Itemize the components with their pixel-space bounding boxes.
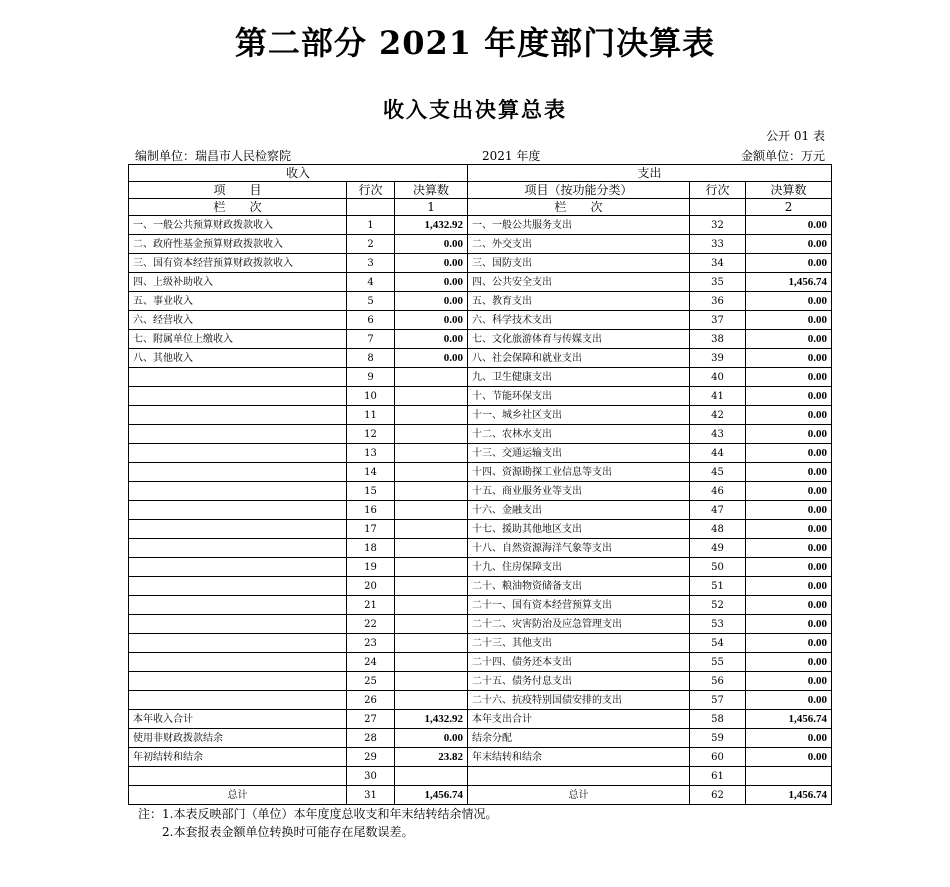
income-column-label: 栏 次 [129, 199, 347, 216]
table-row [129, 273, 832, 292]
amount-unit: 金额单位：万元 [740, 149, 825, 163]
expense-line-no: 36 [690, 292, 746, 311]
table-row [129, 558, 832, 577]
income-amount [395, 425, 468, 444]
expense-line-no: 33 [690, 235, 746, 254]
expense-line-no: 38 [690, 330, 746, 349]
income-amount [395, 767, 468, 786]
income-item-name [129, 444, 347, 463]
expense-line-no: 55 [690, 653, 746, 672]
income-item-name: 八、其他收入 [129, 349, 347, 368]
income-line-no: 26 [347, 691, 395, 710]
income-line-no: 22 [347, 615, 395, 634]
income-amount [395, 463, 468, 482]
table-row [129, 463, 832, 482]
income-amount: 1,456.74 [395, 786, 468, 805]
expense-amount: 0.00 [746, 520, 832, 539]
expense-item-name: 十九、住房保障支出 [468, 558, 690, 577]
income-amount: 0.00 [395, 729, 468, 748]
expense-item-name: 十四、资源勘探工业信息等支出 [468, 463, 690, 482]
footnote-2: 2.本套报表金额单位转换时可能存在尾数误差。 [138, 825, 414, 839]
income-amount [395, 501, 468, 520]
table-row [129, 653, 832, 672]
income-amount [395, 672, 468, 691]
income-item-name [129, 558, 347, 577]
expense-item-name [468, 767, 690, 786]
expense-item-name: 十八、自然资源海洋气象等支出 [468, 539, 690, 558]
expense-amount: 0.00 [746, 311, 832, 330]
income-line-no: 18 [347, 539, 395, 558]
income-header: 收入 [129, 165, 468, 182]
income-amount [395, 520, 468, 539]
table-row [129, 425, 832, 444]
expense-line-no: 44 [690, 444, 746, 463]
expense-line-no: 54 [690, 634, 746, 653]
table-row [129, 368, 832, 387]
income-amount: 1,432.92 [395, 710, 468, 729]
expense-amount: 0.00 [746, 577, 832, 596]
table-row [129, 729, 832, 748]
expense-amount: 1,456.74 [746, 273, 832, 292]
table-title: 收入支出决算总表 [383, 97, 567, 122]
income-amount: 1,432.92 [395, 216, 468, 235]
income-line-no: 8 [347, 349, 395, 368]
expense-line-no: 57 [690, 691, 746, 710]
table-row [129, 577, 832, 596]
table-row [129, 520, 832, 539]
income-item-name [129, 615, 347, 634]
table-row [129, 311, 832, 330]
income-col-index: 1 [395, 199, 468, 216]
income-line-empty [347, 199, 395, 216]
expense-amount: 0.00 [746, 615, 832, 634]
expense-line-no: 48 [690, 520, 746, 539]
expense-item-name: 六、科学技术支出 [468, 311, 690, 330]
expense-amount: 0.00 [746, 672, 832, 691]
expense-line-no: 37 [690, 311, 746, 330]
income-item-name: 使用非财政拨款结余 [129, 729, 347, 748]
expense-line-no: 47 [690, 501, 746, 520]
table-row [129, 786, 832, 805]
expense-amount: 0.00 [746, 482, 832, 501]
income-line-no: 13 [347, 444, 395, 463]
income-line-header: 行次 [347, 182, 395, 199]
expense-line-no: 43 [690, 425, 746, 444]
income-line-no: 16 [347, 501, 395, 520]
expense-item-name: 八、社会保障和就业支出 [468, 349, 690, 368]
expense-amount: 0.00 [746, 254, 832, 273]
table-row [129, 691, 832, 710]
expense-line-no: 58 [690, 710, 746, 729]
expense-line-no: 49 [690, 539, 746, 558]
income-line-no: 3 [347, 254, 395, 273]
income-amount [395, 615, 468, 634]
expense-amount: 0.00 [746, 349, 832, 368]
reporting-unit: 编制单位：瑞昌市人民检察院 [135, 149, 292, 163]
expense-amount: 0.00 [746, 216, 832, 235]
expense-item-name: 十六、金融支出 [468, 501, 690, 520]
income-line-no: 28 [347, 729, 395, 748]
income-line-no: 17 [347, 520, 395, 539]
income-line-no: 23 [347, 634, 395, 653]
table-row [129, 444, 832, 463]
form-number: 公开 01 表 [766, 129, 825, 143]
income-amount: 0.00 [395, 349, 468, 368]
income-line-no: 5 [347, 292, 395, 311]
income-amount [395, 406, 468, 425]
expense-amount: 0.00 [746, 539, 832, 558]
income-line-no: 19 [347, 558, 395, 577]
income-amount [395, 444, 468, 463]
column-index-row [129, 199, 832, 216]
income-line-no: 9 [347, 368, 395, 387]
income-item-name [129, 482, 347, 501]
expense-line-no: 32 [690, 216, 746, 235]
expense-amount: 0.00 [746, 596, 832, 615]
expense-item-name: 二十一、国有资本经营预算支出 [468, 596, 690, 615]
fiscal-year: 2021 年度 [482, 149, 541, 163]
expense-col-index: 2 [746, 199, 832, 216]
income-item-name [129, 425, 347, 444]
income-amount [395, 482, 468, 501]
expense-item-name: 本年支出合计 [468, 710, 690, 729]
table-row [129, 482, 832, 501]
income-line-no: 7 [347, 330, 395, 349]
table-row [129, 596, 832, 615]
income-line-no: 1 [347, 216, 395, 235]
expense-amount: 1,456.74 [746, 710, 832, 729]
income-item-name: 总计 [129, 786, 347, 805]
income-line-no: 12 [347, 425, 395, 444]
income-item-name [129, 767, 347, 786]
table-row [129, 748, 832, 767]
footnote-1: 注：1.本表反映部门（单位）本年度度总收支和年末结转结余情况。 [138, 807, 498, 821]
expense-line-no: 51 [690, 577, 746, 596]
income-item-name [129, 653, 347, 672]
expense-line-no: 59 [690, 729, 746, 748]
table-row [129, 349, 832, 368]
expense-line-no: 45 [690, 463, 746, 482]
expense-item-name: 年末结转和结余 [468, 748, 690, 767]
income-amount: 0.00 [395, 292, 468, 311]
expense-amount: 0.00 [746, 691, 832, 710]
expense-line-header: 行次 [690, 182, 746, 199]
page-title: 第二部分 2021 年度部门决算表 [234, 24, 716, 62]
expense-amount: 0.00 [746, 501, 832, 520]
table-row [129, 330, 832, 349]
expense-item-name: 九、卫生健康支出 [468, 368, 690, 387]
income-line-no: 14 [347, 463, 395, 482]
income-amount [395, 634, 468, 653]
expense-line-no: 56 [690, 672, 746, 691]
table-row [129, 501, 832, 520]
income-item-name: 年初结转和结余 [129, 748, 347, 767]
income-item-name [129, 634, 347, 653]
income-item-name [129, 577, 347, 596]
income-amount [395, 387, 468, 406]
expense-item-name: 二十二、灾害防治及应急管理支出 [468, 615, 690, 634]
expense-item-name: 十七、援助其他地区支出 [468, 520, 690, 539]
expense-line-no: 42 [690, 406, 746, 425]
income-item-name [129, 406, 347, 425]
footnotes [138, 805, 497, 841]
expense-amount: 0.00 [746, 235, 832, 254]
income-amount [395, 653, 468, 672]
expense-amount: 0.00 [746, 330, 832, 349]
table-row [129, 615, 832, 634]
expense-line-no: 52 [690, 596, 746, 615]
expense-item-name: 总计 [468, 786, 690, 805]
income-item-header: 项 目 [129, 182, 347, 199]
expense-item-name: 二十六、抗疫特别国债安排的支出 [468, 691, 690, 710]
income-amount [395, 539, 468, 558]
expense-amount: 0.00 [746, 463, 832, 482]
table-row [129, 672, 832, 691]
income-amount: 0.00 [395, 254, 468, 273]
table-row [129, 216, 832, 235]
income-line-no: 6 [347, 311, 395, 330]
expense-line-no: 61 [690, 767, 746, 786]
expense-amount: 1,456.74 [746, 786, 832, 805]
income-item-name: 六、经营收入 [129, 311, 347, 330]
expense-item-name: 二十三、其他支出 [468, 634, 690, 653]
expense-amount: 0.00 [746, 729, 832, 748]
expense-line-no: 62 [690, 786, 746, 805]
income-amount: 0.00 [395, 330, 468, 349]
expense-item-name: 十五、商业服务业等支出 [468, 482, 690, 501]
income-line-no: 24 [347, 653, 395, 672]
income-item-name: 一、一般公共预算财政拨款收入 [129, 216, 347, 235]
income-amount: 23.82 [395, 748, 468, 767]
expense-item-name: 二十五、债务付息支出 [468, 672, 690, 691]
income-item-name [129, 463, 347, 482]
table-row [129, 634, 832, 653]
income-amount: 0.00 [395, 273, 468, 292]
table-row [129, 235, 832, 254]
income-line-no: 20 [347, 577, 395, 596]
expense-item-header: 项目（按功能分类） [468, 182, 690, 199]
income-line-no: 4 [347, 273, 395, 292]
income-item-name [129, 672, 347, 691]
income-item-name: 三、国有资本经营预算财政拨款收入 [129, 254, 347, 273]
expense-item-name: 十、节能环保支出 [468, 387, 690, 406]
expense-line-empty [690, 199, 746, 216]
income-amount: 0.00 [395, 235, 468, 254]
expense-line-no: 35 [690, 273, 746, 292]
income-line-no: 25 [347, 672, 395, 691]
income-item-name: 二、政府性基金预算财政拨款收入 [129, 235, 347, 254]
expense-item-name: 五、教育支出 [468, 292, 690, 311]
income-item-name: 七、附属单位上缴收入 [129, 330, 347, 349]
expense-item-name: 十三、交通运输支出 [468, 444, 690, 463]
income-line-no: 30 [347, 767, 395, 786]
expense-amount: 0.00 [746, 558, 832, 577]
income-item-name [129, 691, 347, 710]
table-row [129, 767, 832, 786]
expense-line-no: 41 [690, 387, 746, 406]
income-line-no: 10 [347, 387, 395, 406]
expense-amount: 0.00 [746, 748, 832, 767]
table-row [129, 292, 832, 311]
income-line-no: 15 [347, 482, 395, 501]
income-line-no: 29 [347, 748, 395, 767]
table-row [129, 387, 832, 406]
income-item-name [129, 596, 347, 615]
income-item-name: 本年收入合计 [129, 710, 347, 729]
expense-amount: 0.00 [746, 634, 832, 653]
income-amount [395, 691, 468, 710]
expense-item-name: 结余分配 [468, 729, 690, 748]
income-amount: 0.00 [395, 311, 468, 330]
table-row [129, 539, 832, 558]
expense-item-name: 二、外交支出 [468, 235, 690, 254]
income-item-name [129, 520, 347, 539]
income-line-no: 2 [347, 235, 395, 254]
income-line-no: 27 [347, 710, 395, 729]
expense-amount: 0.00 [746, 406, 832, 425]
expense-line-no: 39 [690, 349, 746, 368]
income-item-name [129, 368, 347, 387]
expense-item-name: 四、公共安全支出 [468, 273, 690, 292]
income-item-name [129, 387, 347, 406]
table-row [129, 710, 832, 729]
income-amount [395, 558, 468, 577]
expense-header: 支出 [468, 165, 832, 182]
expense-item-name: 七、文化旅游体育与传媒支出 [468, 330, 690, 349]
income-expense-table [128, 164, 832, 805]
expense-column-label: 栏 次 [468, 199, 690, 216]
expense-item-name: 二十、粮油物资储备支出 [468, 577, 690, 596]
income-item-name: 四、上级补助收入 [129, 273, 347, 292]
income-line-no: 21 [347, 596, 395, 615]
expense-amount-header: 决算数 [746, 182, 832, 199]
expense-item-name: 十一、城乡社区支出 [468, 406, 690, 425]
income-amount-header: 决算数 [395, 182, 468, 199]
expense-line-no: 46 [690, 482, 746, 501]
column-header-row [129, 182, 832, 199]
income-amount [395, 368, 468, 387]
expense-item-name: 三、国防支出 [468, 254, 690, 273]
income-amount [395, 596, 468, 615]
income-item-name [129, 539, 347, 558]
expense-item-name: 一、一般公共服务支出 [468, 216, 690, 235]
expense-amount: 0.00 [746, 292, 832, 311]
expense-amount: 0.00 [746, 425, 832, 444]
expense-amount: 0.00 [746, 387, 832, 406]
income-line-no: 31 [347, 786, 395, 805]
table-row [129, 406, 832, 425]
expense-line-no: 53 [690, 615, 746, 634]
expense-amount [746, 767, 832, 786]
table-row [129, 254, 832, 273]
expense-line-no: 34 [690, 254, 746, 273]
income-amount [395, 577, 468, 596]
section-header-row [129, 165, 832, 182]
expense-line-no: 60 [690, 748, 746, 767]
expense-item-name: 十二、农林水支出 [468, 425, 690, 444]
expense-item-name: 二十四、债务还本支出 [468, 653, 690, 672]
income-item-name [129, 501, 347, 520]
expense-line-no: 40 [690, 368, 746, 387]
income-line-no: 11 [347, 406, 395, 425]
income-item-name: 五、事业收入 [129, 292, 347, 311]
expense-amount: 0.00 [746, 368, 832, 387]
expense-line-no: 50 [690, 558, 746, 577]
expense-amount: 0.00 [746, 444, 832, 463]
expense-amount: 0.00 [746, 653, 832, 672]
